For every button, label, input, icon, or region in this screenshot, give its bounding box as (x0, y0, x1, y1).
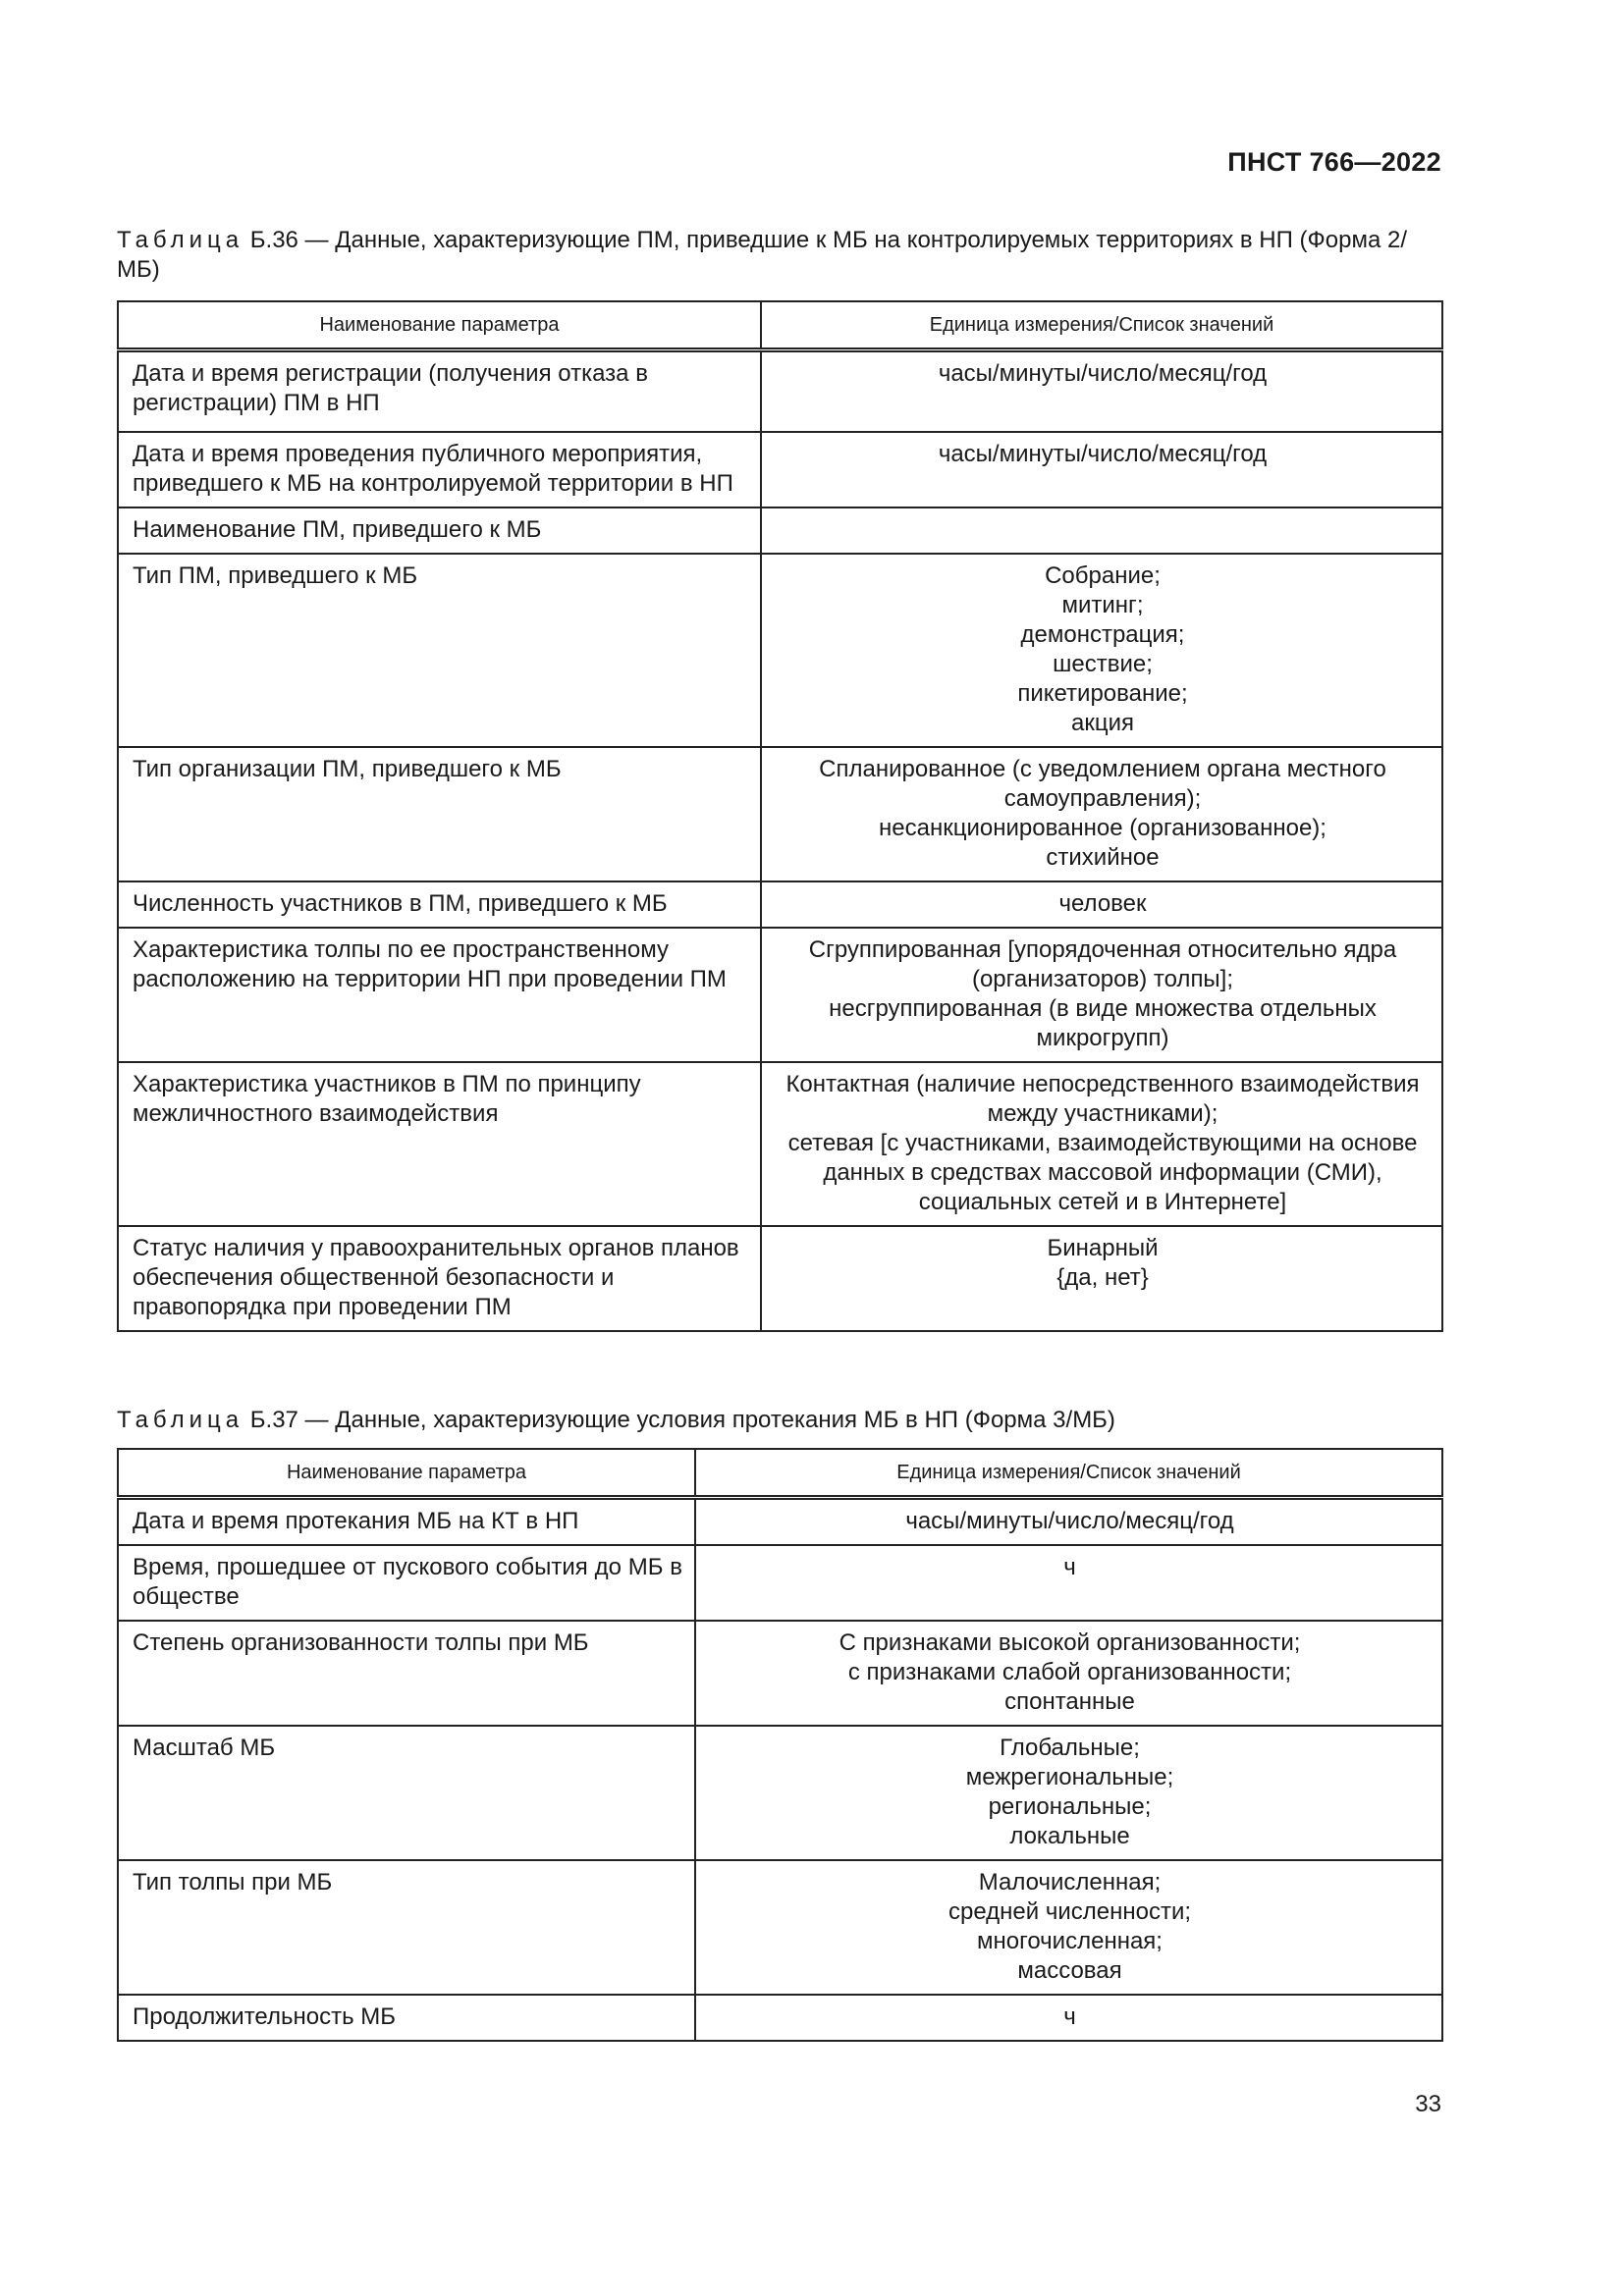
value-cell: С признаками высокой организованности; с признаками слабой организованности; спонтанные (695, 1621, 1442, 1726)
table-row (118, 1545, 1442, 1621)
value-cell: ч (695, 1545, 1442, 1621)
param-cell: Тип ПМ, приведшего к МБ (118, 554, 761, 747)
table-row (118, 554, 1442, 747)
value-cell: Глобальные; межрегиональные; региональные; локальные (695, 1726, 1442, 1860)
column-header-value: Единица измерения/Список значений (761, 301, 1442, 350)
table-row (118, 928, 1442, 1062)
column-header-param: Наименование параметра (118, 301, 761, 350)
param-cell: Тип толпы при МБ (118, 1860, 695, 1995)
value-cell: человек (761, 881, 1442, 928)
param-cell: Дата и время регистрации (получения отказа в регистрации) ПМ в НП (118, 350, 761, 433)
table-row (118, 1860, 1442, 1995)
table-row (118, 881, 1442, 928)
table-b37-caption (117, 1406, 1441, 1435)
table-b37 (117, 1448, 1443, 2042)
table-header-row (118, 301, 1442, 350)
table-row (118, 1062, 1442, 1226)
caption-text: Б.36 — Данные, характеризующие ПМ, приведшие к МБ на контролируемых территориях в НП (Форма 2/МБ) (117, 227, 1408, 283)
value-cell: Собрание; митинг; демонстрация; шествие; пикетирование; акция (761, 554, 1442, 747)
caption-label: Таблица (117, 227, 244, 253)
param-cell: Продолжительность МБ (118, 1995, 695, 2041)
table-row (118, 1995, 1442, 2041)
param-cell: Тип организации ПМ, приведшего к МБ (118, 747, 761, 881)
table-row (118, 1498, 1442, 1546)
param-cell: Дата и время проведения публичного мероприятия, приведшего к МБ на контролируемой территории в НП (118, 432, 761, 507)
param-cell: Дата и время протекания МБ на КТ в НП (118, 1498, 695, 1546)
table-b36 (117, 300, 1443, 1332)
param-cell: Время, прошедшее от пускового события до МБ в обществе (118, 1545, 695, 1621)
param-cell: Наименование ПМ, приведшего к МБ (118, 507, 761, 554)
param-cell: Численность участников в ПМ, приведшего к МБ (118, 881, 761, 928)
table-row (118, 1726, 1442, 1860)
table-row (118, 747, 1442, 881)
param-cell: Степень организованности толпы при МБ (118, 1621, 695, 1726)
table-row (118, 432, 1442, 507)
value-cell: часы/минуты/число/месяц/год (761, 432, 1442, 507)
table-header-row (118, 1449, 1442, 1498)
param-cell: Характеристика участников в ПМ по принципу межличностного взаимодействия (118, 1062, 761, 1226)
caption-text: Б.37 — Данные, характеризующие условия протекания МБ в НП (Форма 3/МБ) (244, 1407, 1115, 1433)
standard-code: ПНСТ 766—2022 (1227, 147, 1441, 177)
column-header-value: Единица измерения/Список значений (695, 1449, 1442, 1498)
page-number: 33 (1415, 2091, 1441, 2117)
param-cell: Характеристика толпы по ее пространственному расположению на территории НП при проведении ПМ (118, 928, 761, 1062)
value-cell: часы/минуты/число/месяц/год (761, 350, 1442, 433)
column-header-param: Наименование параметра (118, 1449, 695, 1498)
caption-label: Таблица (117, 1407, 244, 1433)
param-cell: Масштаб МБ (118, 1726, 695, 1860)
table-row (118, 1226, 1442, 1331)
value-cell: часы/минуты/число/месяц/год (695, 1498, 1442, 1546)
value-cell: Спланированное (с уведомлением органа местного самоуправления); несанкционированное (организованное); стихийное (761, 747, 1442, 881)
value-cell: ч (695, 1995, 1442, 2041)
table-row (118, 507, 1442, 554)
value-cell: Бинарный {да, нет} (761, 1226, 1442, 1331)
value-cell (761, 507, 1442, 554)
table-row (118, 350, 1442, 433)
table-row (118, 1621, 1442, 1726)
table-b36-caption (117, 226, 1441, 285)
value-cell: Контактная (наличие непосредственного взаимодействия между участниками); сетевая [с участниками, взаимодействующими на основе данных в средствах массовой информации (СМИ), социальных сетей и в Интернете] (761, 1062, 1442, 1226)
value-cell: Сгруппированная [упорядоченная относительно ядра (организаторов) толпы]; несгруппированная (в виде множества отдельных микрогрупп) (761, 928, 1442, 1062)
value-cell: Малочисленная; средней численности; многочисленная; массовая (695, 1860, 1442, 1995)
param-cell: Статус наличия у правоохранительных органов планов обеспечения общественной безопасности и правопорядка при проведении ПМ (118, 1226, 761, 1331)
